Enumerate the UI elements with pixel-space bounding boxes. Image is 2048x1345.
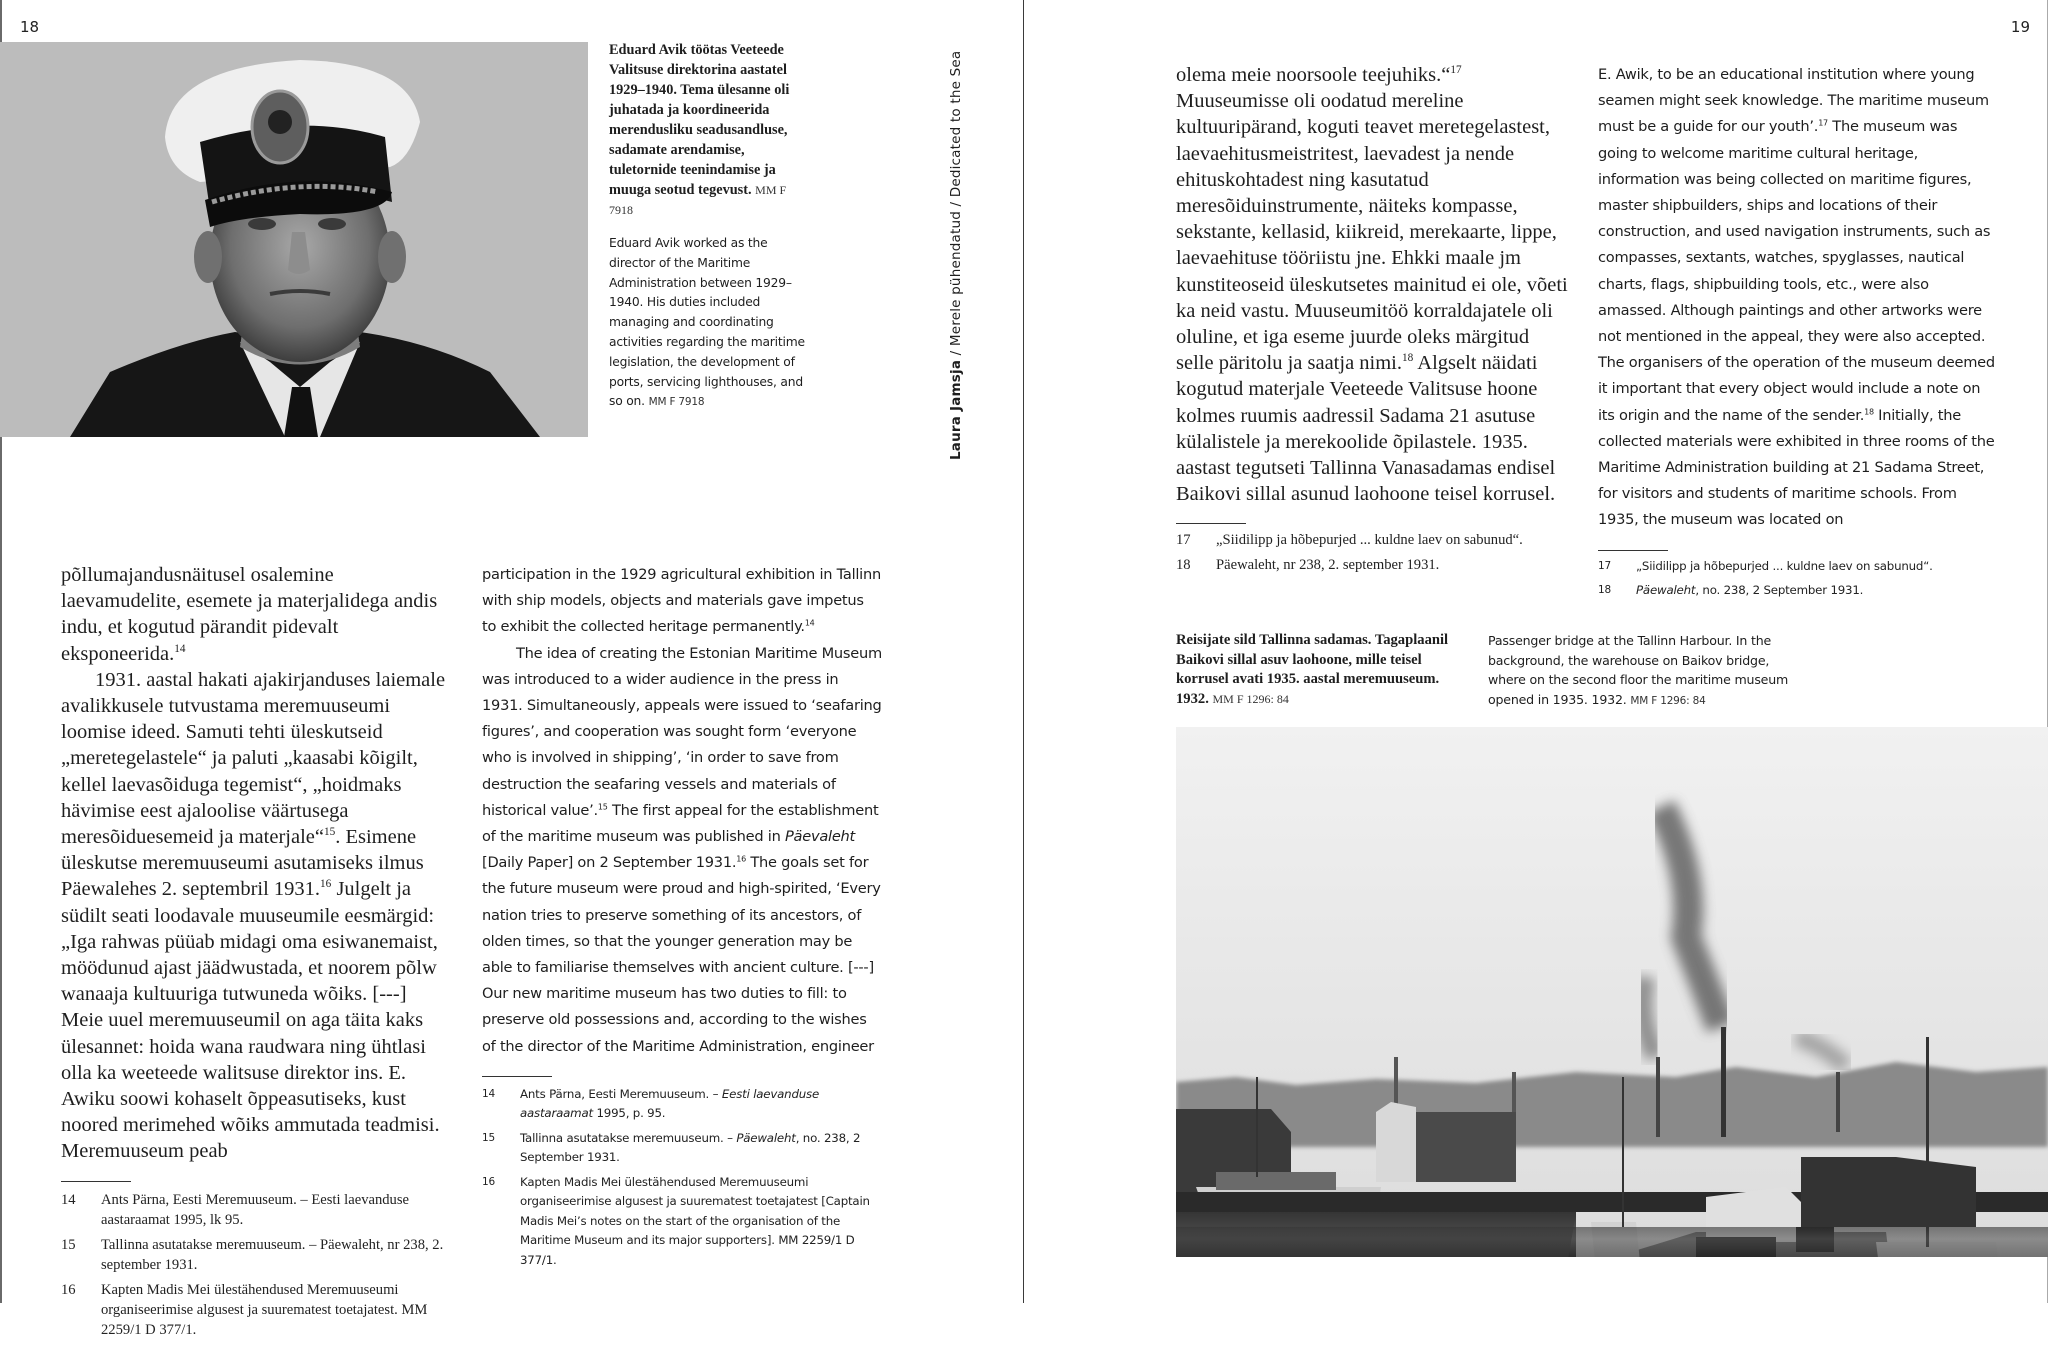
footnote-en-14 <box>482 1085 882 1124</box>
footnote-ref-18-en[interactable]: 18 <box>1864 407 1874 417</box>
harbour-caption-et <box>1176 631 1466 709</box>
harbour-caption-et-ref: MM F 1296: 84 <box>1212 691 1289 706</box>
body-text-et-left <box>61 562 453 1165</box>
portrait-caption-et <box>609 40 805 220</box>
footnote-et-18 <box>1176 555 1570 575</box>
paragraph-en-2-tail: The goals set for the future museum were proud and high-spirited, ‘Every nation tries to preserve something of its ancestors, of olden times, so that the younger generation may be able to familiarise themselves with ancient culture. [---] Our new maritime museum has two duties to fill: to preserve old possessions and, according to the wishes of the director of the Maritime Administration, engineer <box>482 854 881 1055</box>
footnotes-en-right <box>1598 557 2000 606</box>
paragraph-et-3 <box>1176 62 1570 507</box>
paragraph-en-2-mid2: [Daily Paper] on 2 September 1931. <box>482 854 737 872</box>
page-number-right: 19 <box>2010 18 2030 36</box>
footnote-text: Tallinna asutatakse meremuuseum. – Päewaleht, nr 238, 2. september 1931. <box>101 1236 444 1273</box>
footnote-number: 16 <box>61 1281 76 1298</box>
footnote-rule-en-left <box>482 1076 552 1077</box>
footnote-rule-et-right <box>1176 523 1246 524</box>
page-number-left: 18 <box>20 18 40 36</box>
footnote-number: 18 <box>1598 584 1611 597</box>
body-text-et-right <box>1176 62 1570 507</box>
portrait-caption-en <box>609 234 805 413</box>
portrait-caption-en-text: Eduard Avik worked as the director of the Maritime Administration between 1929–1940. His duties included managing and coordinating activities regarding the maritime legislation, the development of ports, servicing lighthouses, and so on. <box>609 236 805 409</box>
paragraph-en-2 <box>482 641 882 1060</box>
footnote-number: 15 <box>61 1236 76 1253</box>
harbour-photo-tallinn <box>1176 727 2048 1257</box>
harbour-caption-row <box>1176 631 1798 711</box>
footnote-en-15 <box>482 1129 882 1168</box>
running-head-author: Laura Jamsja <box>948 359 964 460</box>
paragraph-et-1 <box>61 562 453 667</box>
column-et-left <box>61 562 453 1345</box>
footnote-text: Päewaleht, nr 238, 2. september 1931. <box>1216 557 1440 574</box>
footnote-rule-en-right <box>1598 550 1668 551</box>
footnotes-en-left <box>482 1085 882 1276</box>
footnote-et-16 <box>61 1280 453 1340</box>
portrait-caption-en-ref: MM F 7918 <box>648 396 705 409</box>
paragraph-et-3-mid: Muuseumisse oli oodatud mereline kultuuripärand, koguti teavet meretegelastest, laevaehitusmeistritest, laevadest ja nende ehituskohtadest ning kasutatud meresõiduinstrumente, näiteks kompasse, sekstante, kellasid, kiikreid, merekaarte, lippe, laevaehituse tööriistu jne. Ehkki maale jm kunstiteoseid üleskutsetes mainitud ei ole, võeti ka neid vastu. Muuseumitöö korraldajatele oli oluline, et iga eseme juurde oleks märgitud selle päritolu ja saatja nimi. <box>1176 90 1568 375</box>
body-text-en-left <box>482 562 882 1060</box>
body-text-en-right <box>1598 62 2000 534</box>
paragraph-en-3 <box>1598 62 2000 534</box>
portrait-photo-eduard-avik <box>0 42 588 437</box>
paragraph-en-1 <box>482 562 882 641</box>
footnote-number: 18 <box>1176 557 1191 574</box>
footnote-ref-15-en[interactable]: 15 <box>597 802 608 812</box>
paragraph-et-1-text: põllumajandusnäitusel osalemine laevamudelite, esemete ja materjalidega andis indu, et kogutud pärandit pidevalt eksponeerida. <box>61 564 438 665</box>
paragraph-en-3-pre: E. Awik, to be an educational institution where young seamen might seek knowledge. The maritime museum must be a guide for our youth’. <box>1598 66 1989 136</box>
footnote-ref-17[interactable]: 17 <box>1450 64 1462 77</box>
footnote-ref-14[interactable]: 14 <box>174 642 186 655</box>
footnote-ref-17-en[interactable]: 17 <box>1818 118 1828 128</box>
footnote-rule-et-left <box>61 1181 131 1182</box>
footnote-text: Ants Pärna, Eesti Meremuuseum. – Eesti laevanduse aastaraamat 1995, lk 95. <box>101 1191 410 1228</box>
harbour-caption-en-ref: MM F 1296: 84 <box>1630 694 1706 707</box>
harbour-illustration <box>1176 727 2048 1257</box>
footnote-ref-15[interactable]: 15 <box>323 826 336 839</box>
footnote-et-17 <box>1176 530 1570 550</box>
footnote-number: 16 <box>482 1175 495 1188</box>
paragraph-et-2-tail2: Julgelt ja südilt seati loodavale muuseumile eesmärgid: „Iga rahwas püüab midagi oma esiwanemaist, möödunud ajast jäädwustada, et noorem põlw wanaaja kultuuriga tutwuneda wõiks. [---] Meie uuel meremuuseumil on aga täita kaks ülesannet: hoida wana raudwara ning ühtlasi olla ka weeteede walitsuse direktor ins. E. Awiku soowi kohaselt õppeasutiseks, kust noored merimehed wõiks ammutada teadmisi. Meremuuseum peab <box>61 878 440 1163</box>
running-head-sep-2: / <box>948 197 964 212</box>
paragraph-en-3-tail: Initially, the collected materials were exhibited in three rooms of the Maritime Administration building at 21 Sadama Street, for visitors and students of maritime schools. From 1935, the museum was located on <box>1598 406 1995 529</box>
footnotes-et-right <box>1176 530 1570 580</box>
running-head-title-et: Merele pühendatud <box>948 211 964 347</box>
footnote-text: Kapten Madis Mei ülestähendused Meremuuseumi organiseerimise algusest ja suurematest toetajatest. MM 2259/1 D 377/1. <box>101 1281 428 1338</box>
portrait-caption-et-ref: MM F 7918 <box>609 183 787 217</box>
footnote-ref-16[interactable]: 16 <box>320 878 332 891</box>
footnote-number: 15 <box>482 1131 495 1144</box>
footnote-text: Tallinna asutatakse meremuuseum. – Päewaleht, no. 238, 2 September 1931. <box>520 1130 861 1165</box>
portrait-illustration <box>0 42 588 437</box>
footnote-ref-18[interactable]: 18 <box>1402 352 1414 365</box>
footnote-en-16 <box>482 1173 882 1271</box>
paragraph-en-3-mid: The museum was going to welcome maritime cultural heritage, information was being collected on maritime figures, master shipbuilders, ships and locations of their construction, and used navigation instruments, such as compasses, sextants, watches, spyglasses, nautical charts, flags, shipbuilding tools, etc., were also amassed. Although paintings and other artworks were not mentioned in the appeal, they were also accepted. The organisers of the operation of the museum deemed it important that every object would include a note on its origin and the name of the sender. <box>1598 118 1995 424</box>
footnote-number: 14 <box>482 1087 495 1100</box>
footnote-text: Ants Pärna, Eesti Meremuuseum. – Eesti laevanduse aastaraamat 1995, p. 95. <box>520 1086 820 1121</box>
running-head <box>948 40 978 460</box>
paragraph-en-2-text: The idea of creating the Estonian Maritime Museum was introduced to a wider audience in the press in 1931. Simultaneously, appeals were issued to ‘seafaring figures’, and cooperation was sought form ‘everyone who is involved in shipping’, ‘in order to save from destruction the seafaring vessels and materials of historical value’. <box>482 644 882 819</box>
paragraph-en-1-text: participation in the 1929 agricultural exhibition in Tallinn with ship models, objects and materials gave impetus to exhibit the collected heritage permanently. <box>482 566 881 636</box>
footnote-ref-14-en[interactable]: 14 <box>804 618 815 628</box>
paragraph-en-2-mid: The first appeal for the establishment of the maritime museum was published in <box>482 801 879 846</box>
harbour-caption-et-text: Reisijate sild Tallinna sadamas. Tagaplaanil Baikovi sillal asuv laohoone, mille teisel korrusel avati 1935. aastal meremuuseum. 1932. <box>1176 632 1449 707</box>
footnote-et-14 <box>61 1190 453 1230</box>
paragraph-et-2-tail: . Esimene üleskutse meremuuseumi asutamiseks ilmus Päewalehes 2. septembril 1931. <box>61 826 424 901</box>
footnotes-et-left <box>61 1190 453 1345</box>
footnote-ref-16-en[interactable]: 16 <box>736 854 746 864</box>
column-et-right <box>1176 62 1570 580</box>
running-head-sep-1: / <box>948 346 964 360</box>
footnote-et-15 <box>61 1235 453 1275</box>
footnote-text: Kapten Madis Mei ülestähendused Meremuuseumi organiseerimise algusest ja suurematest toetajatest [Captain Madis Mei’s notes on the start of the organisation of the Maritime Museum and its major supporters]. MM 2259/1 D 377/1. <box>520 1174 870 1267</box>
running-head-title-en: Dedicated to the Sea <box>948 50 964 198</box>
footnote-number: 17 <box>1176 532 1191 549</box>
footnote-en-17 <box>1598 557 2000 577</box>
paragraph-et-3-tail: Algselt näidati kogutud materjale Veeteede Valitsuse hoone kolmes ruumis aadressil Sadama 21 asutuse külalistele ja merekoolide õpilastele. 1935. aastast tegutseti Tallinna Vanasadamas endisel Baikovi sillal asunud laohoone teisel korrusel. <box>1176 352 1556 506</box>
column-en-right <box>1598 62 2000 606</box>
footnote-number: 17 <box>1598 559 1611 572</box>
portrait-caption-stack <box>609 40 805 413</box>
footnote-text: „Siidilipp ja hõbepurjed ... kuldne laev on sabunud“. <box>1636 558 1933 573</box>
footnote-text: Päewaleht, no. 238, 2 September 1931. <box>1636 583 1864 598</box>
paragraph-et-2 <box>61 667 453 1165</box>
footnote-number: 14 <box>61 1191 76 1208</box>
column-en-left <box>482 562 882 1275</box>
paragraph-en-2-italic: Päevaleht <box>784 828 856 846</box>
harbour-caption-en <box>1488 631 1798 711</box>
left-page <box>0 0 1024 1338</box>
paragraph-et-3-pre: olema meie noorsoole teejuhiks.“ <box>1176 64 1451 86</box>
paragraph-et-2-text: 1931. aastal hakati ajakirjanduses laiemale avalikkusele tutvustama meremuuseumi loomise ideed. Samuti tehti üleskutseid „meretegelastele“ ja paluti „kaasabi kõigilt, kellel laevasõiduga tegemist“, „hoidmaks hävimise eest ajaloolise väärtusega meresõiduesemeid ja materjale“ <box>61 668 446 849</box>
harbour-caption-en-text: Passenger bridge at the Tallinn Harbour. In the background, the warehouse on Baikov bridge, where on the second floor the maritime museum opened in 1935. 1932. <box>1488 633 1789 707</box>
footnote-text: „Siidilipp ja hõbepurjed ... kuldne laev on sabunud“. <box>1216 532 1523 549</box>
portrait-caption-et-text: Eduard Avik töötas Veeteede Valitsuse direktorina aastatel 1929–1940. Tema ülesanne oli juhatada ja koordineerida merendusliku seadusandluse, sadamate arendamise, tuletornide teenindamise ja muuga seotud tegevust. <box>609 42 790 198</box>
footnote-en-18 <box>1598 581 2000 601</box>
